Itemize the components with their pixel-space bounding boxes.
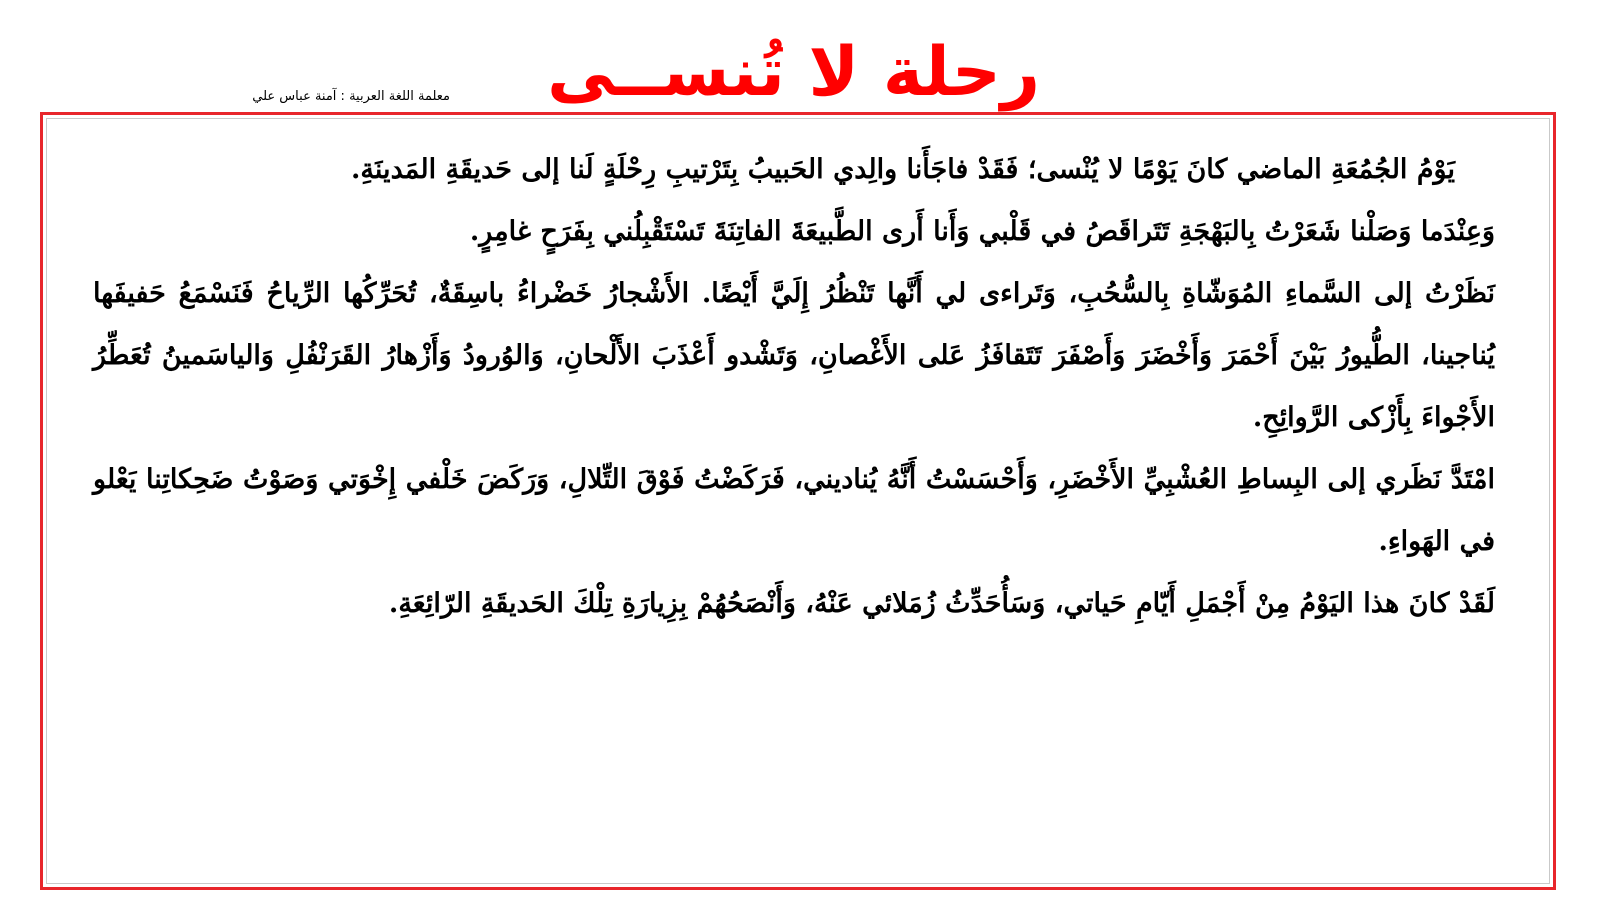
story-paragraph: وَعِنْدَما وَصَلْنا شَعَرْتُ بِالبَهْجَةِ تَتَراقَصُ في قَلْبي وَأَنا أَرى الطَّبيعَةَ الفاتِنَةَ تَسْتَقْبِلُني بِفَرَحٍ غامِرٍ. [469, 216, 1495, 247]
page-title: رحلة لا تُنســى [547, 33, 1040, 112]
story-paragraph: نَظَرْتُ إلى السَّماءِ المُوَشّاةِ بِالسُّحُبِ، وَتَراءى لي أَنَّها تَنْظُرُ إِلَيَّ أَيْضًا. الأَشْجارُ خَضْراءُ باسِقَةٌ، تُحَرِّكُها الرِّياحُ فَنَسْمَعُ حَفيفَها يُناجينا، الطُّيورُ بَيْنَ أَحْمَرَ وَأَخْضَرَ وَأَصْفَرَ تَتَقافَزُ عَلى الأَغْصانِ، وَتَشْدو أَعْذَبَ الأَلْحانِ، وَالوُرودُ وَأَزْهارُ القَرَنْفُلِ وَالياسَمينُ تُعَطِّرُ الأَجْواءَ بِأَزْكى الرَّوائِحِ. [93, 278, 1495, 433]
author-credit: معلمة اللغة العربية : آمنة عباس علي [252, 89, 450, 104]
story-frame [40, 112, 1556, 890]
story-paragraph: امْتَدَّ نَظَري إلى البِساطِ العُشْبِيِّ الأَخْضَرِ، وَأَحْسَسْتُ أَنَّهُ يُناديني، فَرَكَضْتُ فَوْقَ التِّلالِ، وَرَكَضَ خَلْفي إِخْوَتي وَصَوْتُ ضَحِكاتِنا يَعْلو في الهَواءِ. [93, 464, 1495, 557]
story-paragraph: لَقَدْ كانَ هذا اليَوْمُ مِنْ أَجْمَلِ أَيّامِ حَياتي، وَسَأُحَدِّثُ زُمَلائي عَنْهُ، وَأَنْصَحُهُمْ بِزِيارَةِ تِلْكَ الحَديقَةِ الرّائِعَةِ. [388, 588, 1495, 619]
story-body [93, 139, 1495, 871]
story-paragraph: يَوْمُ الجُمُعَةِ الماضي كانَ يَوْمًا لا يُنْسى؛ فَقَدْ فاجَأَنا والِدي الحَبيبُ بِتَرْتيبِ رِحْلَةٍ لَنا إلى حَديقَةِ المَدينَةِ. [351, 154, 1455, 185]
